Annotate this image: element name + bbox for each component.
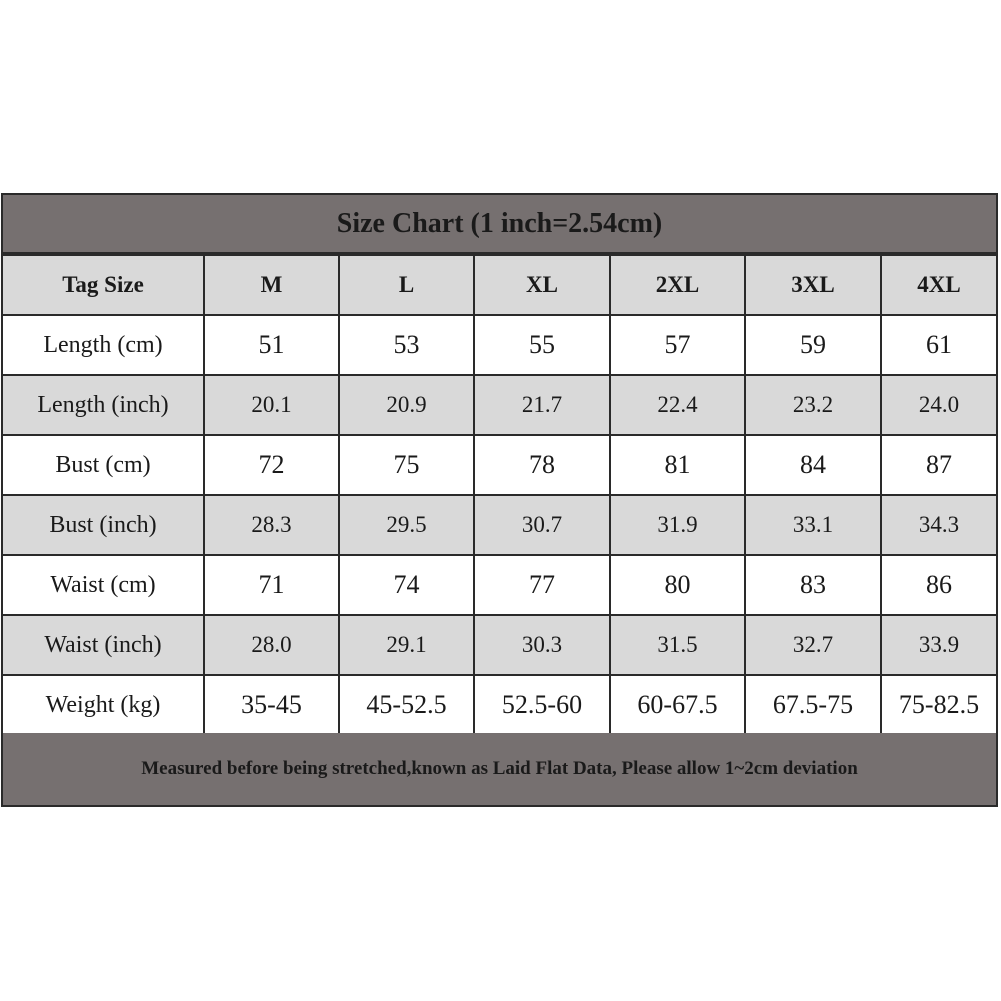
table-cell: 28.0 — [204, 615, 339, 675]
table-cell: 67.5-75 — [745, 675, 881, 735]
table-cell: 52.5-60 — [474, 675, 610, 735]
table-cell: 29.1 — [339, 615, 474, 675]
header-row — [3, 255, 996, 315]
table-cell: 78 — [474, 435, 610, 495]
table-cell: 22.4 — [610, 375, 745, 435]
table-cell: 21.7 — [474, 375, 610, 435]
row-label: Bust (cm) — [3, 435, 204, 495]
row-label: Waist (inch) — [3, 615, 204, 675]
header-size-l: L — [339, 255, 474, 315]
size-table — [3, 254, 996, 736]
table-cell: 33.1 — [745, 495, 881, 555]
table-cell: 59 — [745, 315, 881, 375]
table-cell: 61 — [881, 315, 996, 375]
table-cell: 30.3 — [474, 615, 610, 675]
table-cell: 72 — [204, 435, 339, 495]
table-cell: 51 — [204, 315, 339, 375]
row-label: Bust (inch) — [3, 495, 204, 555]
table-cell: 31.5 — [610, 615, 745, 675]
header-size-4xl: 4XL — [881, 255, 996, 315]
row-label: Waist (cm) — [3, 555, 204, 615]
table-cell: 32.7 — [745, 615, 881, 675]
table-cell: 23.2 — [745, 375, 881, 435]
table-cell: 30.7 — [474, 495, 610, 555]
table-cell: 53 — [339, 315, 474, 375]
table-cell: 80 — [610, 555, 745, 615]
header-size-2xl: 2XL — [610, 255, 745, 315]
size-chart — [1, 193, 998, 807]
table-cell: 60-67.5 — [610, 675, 745, 735]
header-size-xl: XL — [474, 255, 610, 315]
table-cell: 20.9 — [339, 375, 474, 435]
table-cell: 24.0 — [881, 375, 996, 435]
row-label: Weight (kg) — [3, 675, 204, 735]
table-cell: 75-82.5 — [881, 675, 996, 735]
row-label: Length (cm) — [3, 315, 204, 375]
table-row — [3, 555, 996, 615]
table-cell: 55 — [474, 315, 610, 375]
footnote: Measured before being stretched,known as Laid Flat Data, Please allow 1~2cm deviation — [3, 733, 996, 805]
chart-title: Size Chart (1 inch=2.54cm) — [3, 195, 996, 254]
header-size-3xl: 3XL — [745, 255, 881, 315]
table-row — [3, 435, 996, 495]
table-cell: 35-45 — [204, 675, 339, 735]
table-cell: 45-52.5 — [339, 675, 474, 735]
table-cell: 31.9 — [610, 495, 745, 555]
table-cell: 34.3 — [881, 495, 996, 555]
table-cell: 29.5 — [339, 495, 474, 555]
table-cell: 86 — [881, 555, 996, 615]
table-row — [3, 315, 996, 375]
table-cell: 87 — [881, 435, 996, 495]
table-row — [3, 615, 996, 675]
table-row — [3, 375, 996, 435]
table-cell: 33.9 — [881, 615, 996, 675]
row-label: Length (inch) — [3, 375, 204, 435]
table-cell: 74 — [339, 555, 474, 615]
table-cell: 81 — [610, 435, 745, 495]
header-tag-size: Tag Size — [3, 255, 204, 315]
table-row — [3, 675, 996, 735]
table-cell: 57 — [610, 315, 745, 375]
table-row — [3, 495, 996, 555]
header-size-m: M — [204, 255, 339, 315]
table-cell: 20.1 — [204, 375, 339, 435]
table-cell: 71 — [204, 555, 339, 615]
table-cell: 77 — [474, 555, 610, 615]
table-cell: 83 — [745, 555, 881, 615]
table-cell: 28.3 — [204, 495, 339, 555]
table-cell: 84 — [745, 435, 881, 495]
table-cell: 75 — [339, 435, 474, 495]
